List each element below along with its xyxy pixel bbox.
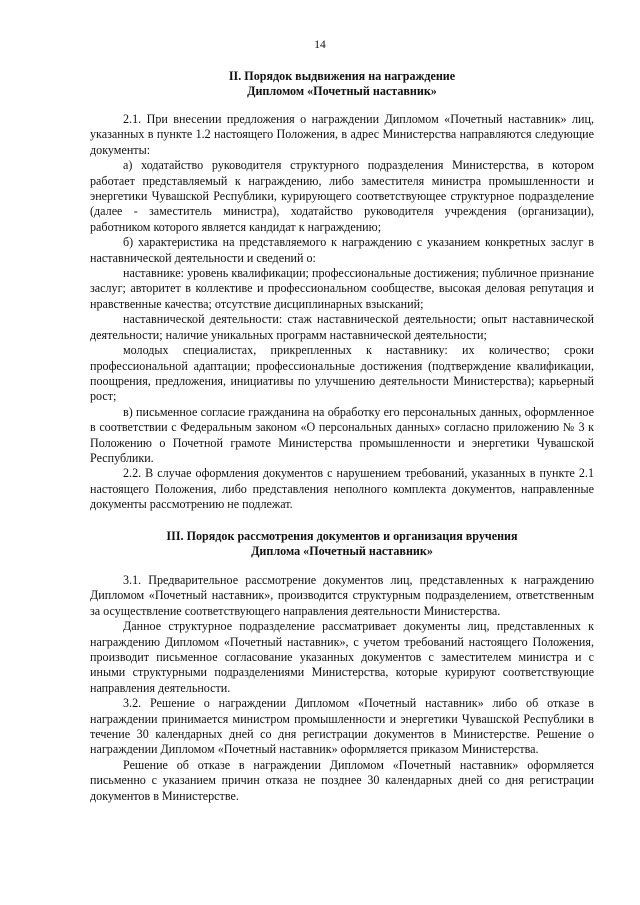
section-2-heading (90, 69, 594, 100)
section-3-title-line1: III. Порядок рассмотрения документов и организация вручения (166, 529, 518, 543)
section-3-body (90, 573, 594, 804)
section-2-title-line2: Дипломом «Почетный наставник» (247, 84, 437, 99)
paragraph-2-1: 2.1. При внесении предложения о награждении Дипломом «Почетный наставник» лиц, указанных в пункте 1.2 настоящего Положения, в адрес Министерства направляются следующие документы: (90, 112, 594, 157)
paragraph-young-specialists: молодых специалистах, прикрепленных к наставнику: их количество; сроки профессиональной адаптации; профессиональные достижения (подтверждение квалификации, поощрения, предложения, инициативы по улучшению деятельности Министерства); карьерный рост; (90, 343, 594, 404)
paragraph-3-1-continued: Данное структурное подразделение рассматривает документы лиц, представленных к награждению Дипломом «Почетный наставник», с учетом требований настоящего Положения, производит письменное согласование указанных документов с заместителем министра и с иными структурными подразделениями Министерства, которые курируют соответствующие направления деятельности. (90, 619, 594, 695)
paragraph-2-2: 2.2. В случае оформления документов с нарушением требований, указанных в пункте 2.1 настоящего Положения, либо представления неполного комплекта документов, направленные документы рассмотрению не подлежат. (90, 466, 594, 512)
paragraph-3-2-refusal: Решение об отказе в награждении Дипломом «Почетный наставник» оформляется письменно с указанием причин отказа не позднее 30 календарных дней со дня регистрации документов в Министерстве. (90, 757, 594, 803)
paragraph-mentoring-activity: наставнической деятельности: стаж наставнической деятельности; опыт наставнической деятельности; наличие уникальных программ наставнической деятельности; (90, 312, 594, 342)
section-3-heading (90, 529, 594, 560)
section-2-body (90, 112, 594, 513)
paragraph-mentor-info: наставнике: уровень квалификации; профессиональные достижения; публичное признание заслуг; авторитет в коллективе и профессиональном сообществе, высокая деловая репутация и нравственные качества; отсутствие дисциплинарных взысканий; (90, 266, 594, 311)
paragraph-2-1-a: а) ходатайство руководителя структурного подразделения Министерства, в котором работает представляемый к награждению, либо заместителя министра промышленности и энергетики Чувашской Республики, курирующего соответствующее структурное подразделение (далее - заместитель министра), ходатайство руководителя учреждения (организации), работником которого является кандидат к награждению; (90, 158, 594, 234)
paragraph-2-1-v: в) письменное согласие гражданина на обработку его персональных данных, оформленное в соответствии с Федеральным законом «О персональных данных» согласно приложению № 3 к Положению о Почетной грамоте Министерства промышленности и энергетики Чувашской Республики. (90, 404, 594, 465)
section-3-title-line2: Диплома «Почетный наставник» (251, 544, 433, 559)
paragraph-2-1-b: б) характеристика на представляемого к награждению с указанием конкретных заслуг в наставнической деятельности и сведений о: (90, 235, 594, 265)
paragraph-3-2: 3.2. Решение о награждении Дипломом «Почетный наставник» либо об отказе в награждении принимается министром промышленности и энергетики Чувашской Республики в течение 30 календарных дней со дня регистрации документов в Министерстве. Решение о награждении Дипломом «Почетный наставник» оформляется приказом Министерства. (90, 696, 594, 757)
paragraph-3-1: 3.1. Предварительное рассмотрение документов лиц, представленных к награждению Дипломом «Почетный наставник», производится структурным подразделением, ответственным за осуществление соответствующего направления деятельности Министерства. (90, 573, 594, 618)
page-number: 14 (314, 39, 326, 51)
section-2-title-line1: II. Порядок выдвижения на награждение (228, 69, 456, 83)
